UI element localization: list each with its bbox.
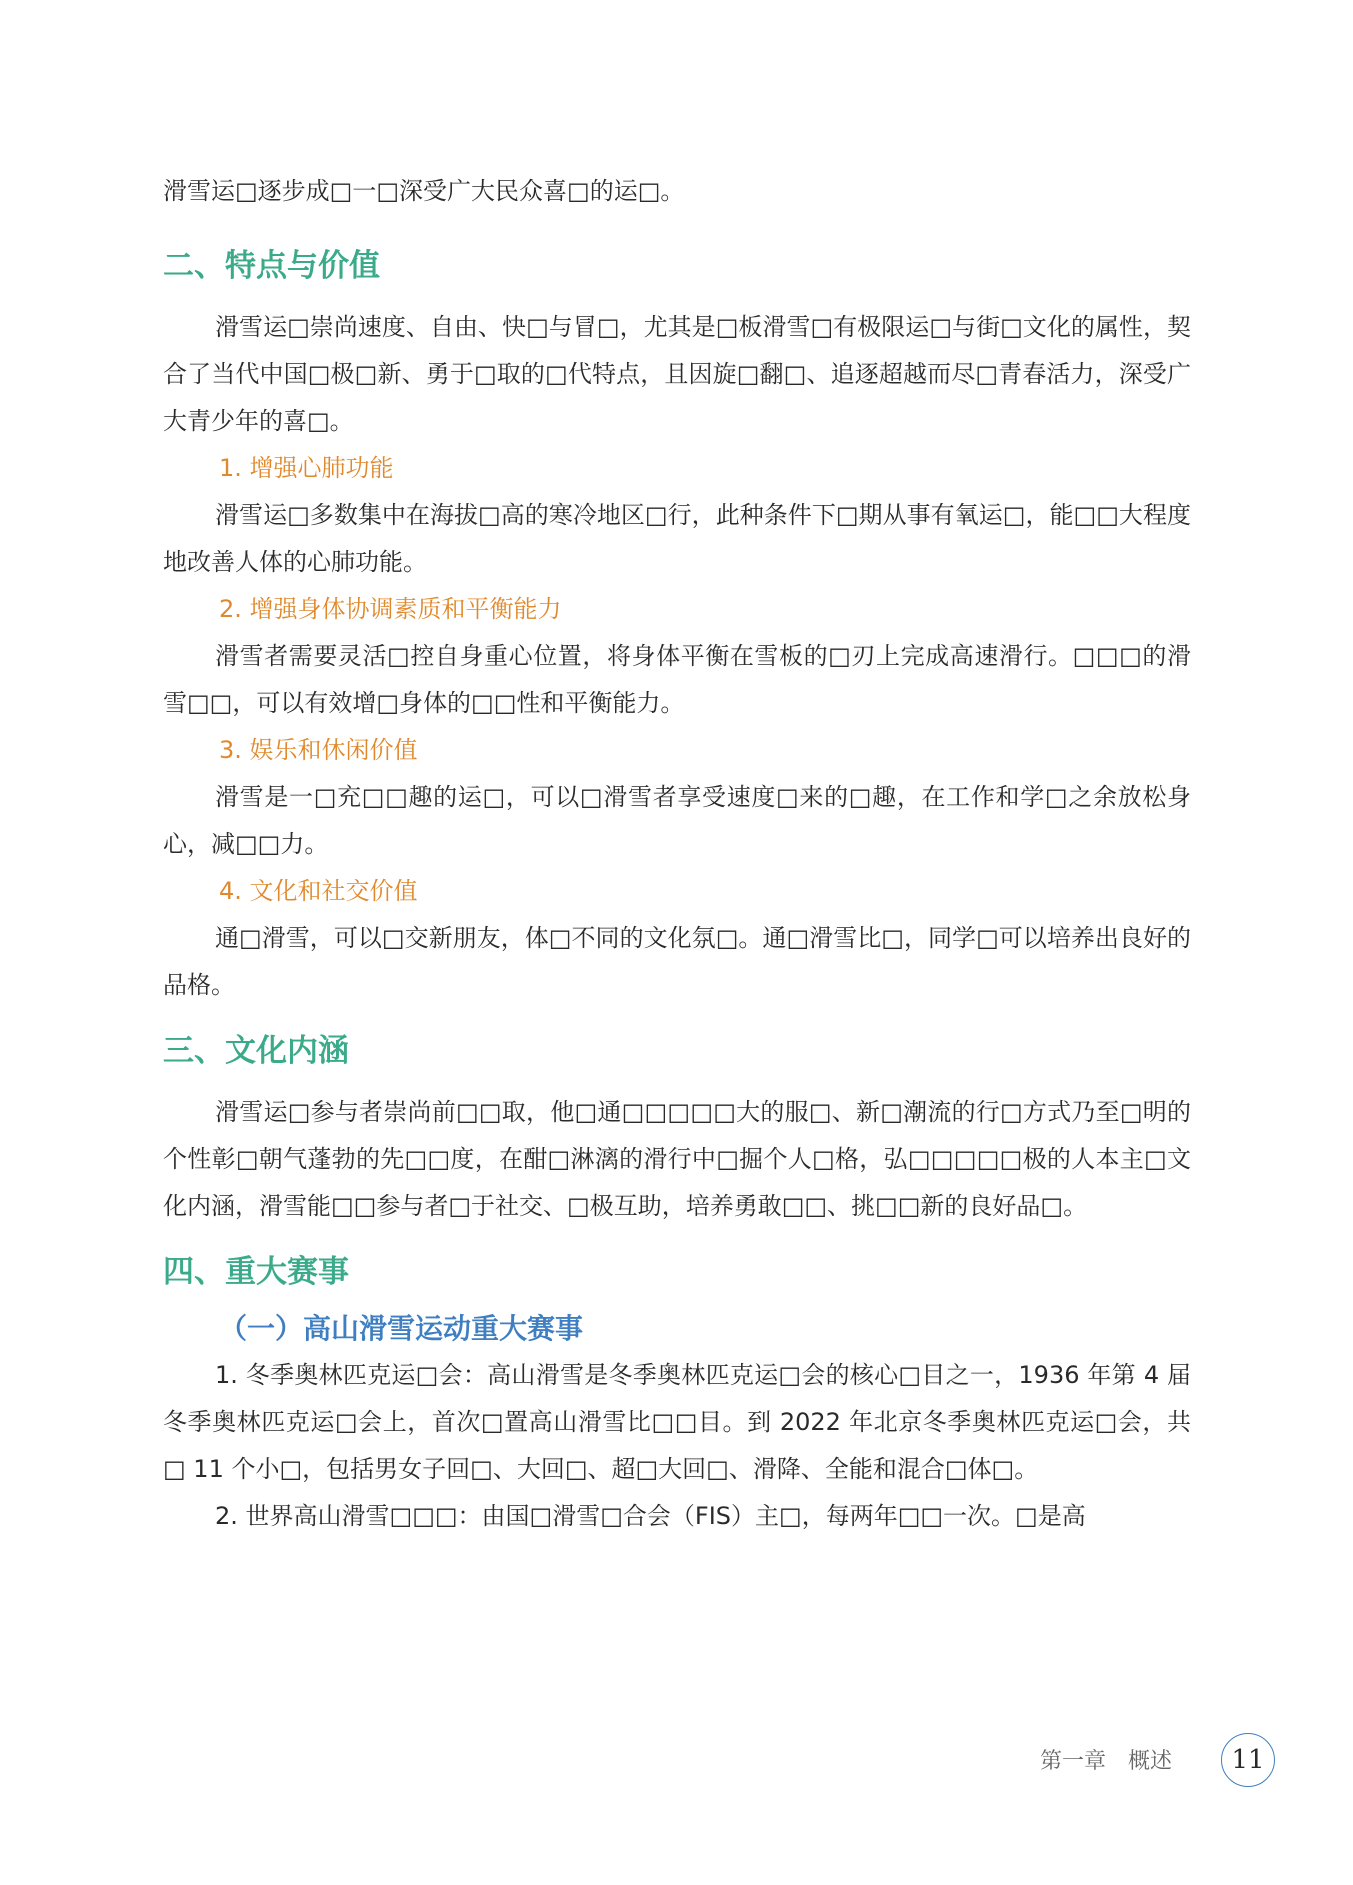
item-text-leisure: 滑雪是一□充□□趣的运□，可以□滑雪者享受速度□来的□趣，在工作和学□之余放松身心，减□□力。	[163, 783, 1191, 858]
item-text-social: 通□滑雪，可以□交新朋友，体□不同的文化氛□。通□滑雪比□，同学□可以培养出良好的品格。	[163, 924, 1191, 999]
footer-chapter-label: 第一章 概述	[1040, 1749, 1173, 1774]
page-content	[163, 168, 1191, 1540]
item-heading-leisure: 3. 娱乐和休闲价值	[219, 736, 418, 764]
olympics-paragraph: 1. 冬季奥林匹克运□会：高山滑雪是冬季奥林匹克运□会的核心□目之一，1936 年第 4 届冬季奥林匹克运□会上，首次□置高山滑雪比□□目。到 2022 年北京冬季奥林匹克运□会，共□ 11 个小□，包括男女子回□、大回□、超□大回□、滑降、全能和混合□体□。	[163, 1361, 1191, 1483]
page-number-badge: 11	[1221, 1733, 1275, 1787]
item-text-balance: 滑雪者需要灵活□控自身重心位置，将身体平衡在雪板的□刃上完成高速滑行。□□□的滑雪□□，可以有效增□身体的□□性和平衡能力。	[163, 642, 1191, 717]
section-heading-culture: 三、文化内涵	[163, 1033, 349, 1069]
features-intro-paragraph: 滑雪运□崇尚速度、自由、快□与冒□，尤其是□板滑雪□有极限运□与街□文化的属性，契合了当代中国□极□新、勇于□取的□代特点，且因旋□翻□、追逐超越而尽□青春活力，深受广大青少年的喜□。	[163, 313, 1191, 435]
section-heading-events: 四、重大赛事	[163, 1254, 349, 1290]
item-text-cardio: 滑雪运□多数集中在海拔□高的寒冷地区□行，此种条件下□期从事有氧运□，能□□大程度地改善人体的心肺功能。	[163, 501, 1191, 576]
world-championship-paragraph: 2. 世界高山滑雪□□□：由国□滑雪□合会（FIS）主□，每两年□□一次。□是高	[215, 1502, 1086, 1530]
item-heading-social: 4. 文化和社交价值	[219, 877, 418, 905]
item-heading-balance: 2. 增强身体协调素质和平衡能力	[219, 595, 562, 623]
culture-paragraph: 滑雪运□参与者崇尚前□□取，他□通□□□□□大的服□、新□潮流的行□方式乃至□明的个性彰□朝气蓬勃的先□□度，在酣□淋漓的滑行中□掘个人□格，弘□□□□□极的人本主□文化内涵，滑雪能□□参与者□于社交、□极互助，培养勇敢□□、挑□□新的良好品□。	[163, 1098, 1191, 1220]
section-heading-features: 二、特点与价值	[163, 248, 380, 284]
subsection-heading-alpine: （一）高山滑雪运动重大赛事	[219, 1312, 584, 1345]
intro-tail-paragraph: 滑雪运□逐步成□一□深受广大民众喜□的运□。	[163, 177, 685, 205]
item-heading-cardio: 1. 增强心肺功能	[219, 454, 394, 482]
